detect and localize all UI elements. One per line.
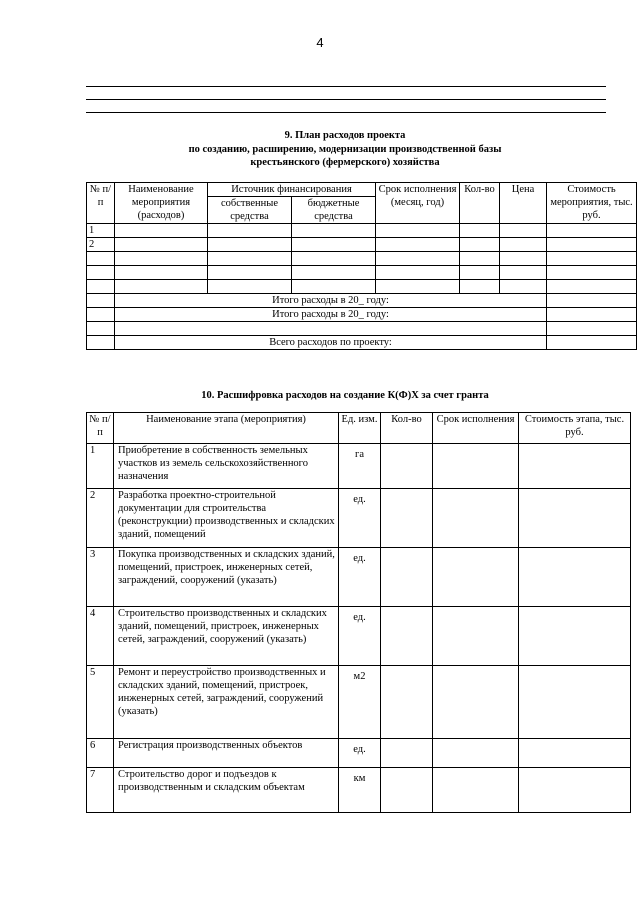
year-total-label: Итого расходы в 20_ году: — [115, 308, 547, 322]
stage-unit: ед. — [339, 739, 381, 768]
table-row — [87, 224, 637, 238]
table-row — [87, 607, 631, 666]
stage-name: Ремонт и переустройство производственных и складских зданий, помещений, пристроек, инженерных сетей, заграждений, сооружений (указать) — [114, 666, 339, 739]
col-name-header: Наименование мероприятия (расходов) — [115, 183, 208, 224]
blank-line — [86, 112, 606, 113]
row-number: 7 — [87, 768, 114, 813]
row-number: 5 — [87, 666, 114, 739]
section-9-title-line: 9. План расходов проекта — [284, 130, 406, 141]
stage-name: Приобретение в собственность земельных участков из земель сельскохозяйственного назначения — [114, 444, 339, 489]
col-unit-header: Ед. изм. — [339, 413, 381, 444]
col-term-header: Срок исполнения (месяц, год) — [376, 183, 460, 224]
year-total-label: Итого расходы в 20_ году: — [115, 294, 547, 308]
col-own-funds-header: собственные средства — [208, 197, 292, 224]
stage-name: Строительство производственных и складских зданий, помещений, пристроек, инженерных сетей, заграждений, сооружений (указать) — [114, 607, 339, 666]
total-row — [87, 322, 637, 336]
total-row — [87, 294, 637, 308]
section-9-title — [80, 129, 610, 170]
table-row — [87, 739, 631, 768]
stage-name: Регистрация производственных объектов — [114, 739, 339, 768]
total-row — [87, 308, 637, 322]
row-number: 3 — [87, 548, 114, 607]
col-cost-header: Стоимость этапа, тыс. руб. — [519, 413, 631, 444]
row-number: 2 — [87, 489, 114, 548]
grand-total-label: Всего расходов по проекту: — [115, 336, 547, 350]
table-row — [87, 768, 631, 813]
page-number: 4 — [316, 35, 324, 50]
blank-line — [86, 86, 606, 87]
col-term-header: Срок исполнения — [433, 413, 519, 444]
row-number: 1 — [87, 224, 115, 238]
table-row — [87, 548, 631, 607]
stage-unit: га — [339, 444, 381, 489]
stage-unit: ед. — [339, 548, 381, 607]
stage-name: Разработка проектно-строительной документации для строительства (реконструкции) производственных и складских зданий, помещений — [114, 489, 339, 548]
grand-total-row — [87, 336, 637, 350]
table-row — [87, 666, 631, 739]
row-number: 2 — [87, 238, 115, 252]
table-row — [87, 252, 637, 266]
table-row — [87, 444, 631, 489]
row-number: 1 — [87, 444, 114, 489]
row-number: 6 — [87, 739, 114, 768]
col-num-header: № п/п — [87, 413, 114, 444]
expense-plan-table — [86, 182, 637, 350]
table-row — [87, 489, 631, 548]
grant-expense-table — [86, 412, 631, 813]
section-10-title: 10. Расшифровка расходов на создание К(Ф)Х за счет гранта — [201, 390, 489, 401]
col-budget-funds-header: бюджетные средства — [292, 197, 376, 224]
col-qty-header: Кол-во — [460, 183, 500, 224]
stage-name: Строительство дорог и подъездов к производственным и складским объектам — [114, 768, 339, 813]
table-row — [87, 280, 637, 294]
stage-unit: м2 — [339, 666, 381, 739]
stage-unit: ед. — [339, 607, 381, 666]
col-price-header: Цена — [500, 183, 547, 224]
section-9-title-line: крестьянского (фермерского) хозяйства — [250, 157, 440, 168]
table-row — [87, 238, 637, 252]
col-source-header: Источник финансирования — [208, 183, 376, 197]
col-name-header: Наименование этапа (мероприятия) — [114, 413, 339, 444]
section-9-title-line: по созданию, расширению, модернизации производственной базы — [188, 143, 502, 155]
row-number: 4 — [87, 607, 114, 666]
stage-name: Покупка производственных и складских зданий, помещений, пристроек, инженерных сетей, заграждений, сооружений (указать) — [114, 548, 339, 607]
table-row — [87, 266, 637, 280]
col-cost-header: Стоимость мероприятия, тыс. руб. — [547, 183, 637, 224]
blank-line — [86, 99, 606, 100]
col-num-header: № п/п — [87, 183, 115, 224]
stage-unit: ед. — [339, 489, 381, 548]
col-qty-header: Кол-во — [381, 413, 433, 444]
stage-unit: км — [339, 768, 381, 813]
